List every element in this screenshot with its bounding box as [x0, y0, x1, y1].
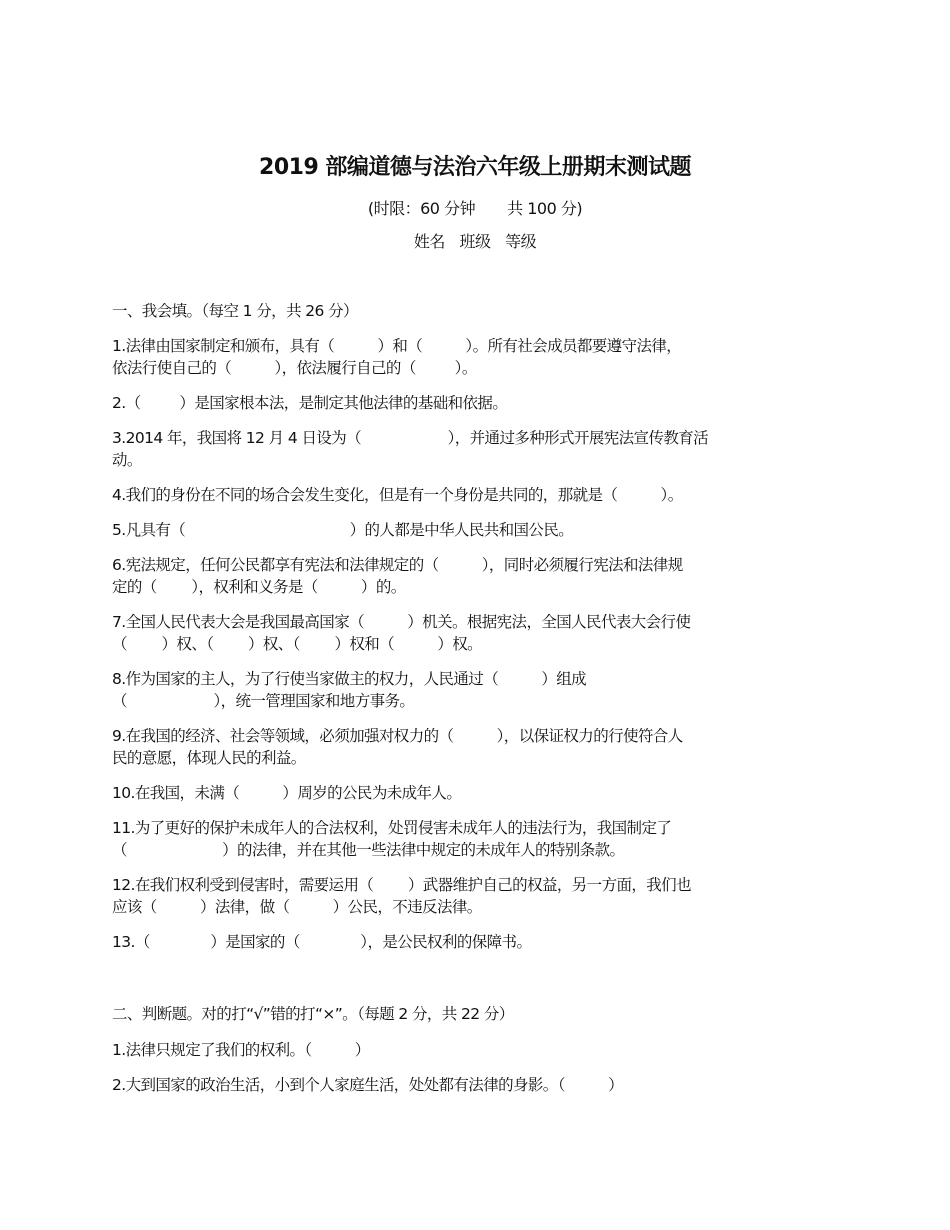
section-1-heading: 一、我会填。（每空 1 分，共 26 分） [112, 302, 358, 320]
section-2-heading: 二、判断题。对的打“√”错的打“×”。（每题 2 分，共 22 分） [112, 1005, 514, 1023]
class-field-label: 班级 [459, 232, 491, 251]
question-7-line-1: 7.全国人民代表大会是我国最高国家（ ）机关。根据宪法，全国人民代表大会行使 [112, 613, 691, 631]
question-8-line-2: （ ），统一管理国家和地方事务。 [112, 692, 415, 710]
question-4: 4.我们的身份在不同的场合会发生变化，但是有一个身份是共同的，那就是（ ）。 [112, 486, 683, 504]
question-6-line-2: 定的（ ），权利和义务是（ ）的。 [112, 578, 406, 596]
question-9-line-2: 民的意愿，体现人民的利益。 [112, 749, 306, 767]
question-11-line-1: 11.为了更好的保护未成年人的合法权利，处罚侵害未成年人的违法行为，我国制定了 [112, 819, 672, 837]
question-12-line-2: 应该（ ）法律，做（ ）公民，不违反法律。 [112, 898, 482, 916]
question-11-line-2: （ ）的法律，并在其他一些法律中规定的未成年人的特别条款。 [112, 841, 625, 859]
question-8-line-1: 8.作为国家的主人，为了行使当家做主的权力，人民通过（ ）组成 [112, 670, 587, 688]
question-1-line-2: 依法行使自己的（ ），依法履行自己的（ ）。 [112, 359, 477, 377]
exam-time-limit: (时限：60 分钟 共 100 分) [367, 199, 583, 218]
question-3-line-2: 动。 [112, 451, 142, 469]
student-info-row [0, 229, 950, 252]
question-5: 5.凡具有（ ）的人都是中华人民共和国公民。 [112, 521, 574, 539]
question-7-line-2: （ ）权、（ ）权、（ ）权和（ ）权。 [112, 635, 483, 653]
judge-question-1: 1.法律只规定了我们的权利。（ ） [112, 1041, 370, 1059]
question-6-line-1: 6.宪法规定，任何公民都享有宪法和法律规定的（ ），同时必须履行宪法和法律规 [112, 556, 683, 574]
question-3-line-1: 3.2014 年，我国将 12 月 4 日设为（ ），并通过多种形式开展宪法宣传教育活 [112, 429, 709, 447]
question-13: 13.（ ）是国家的（ ），是公民权利的保障书。 [112, 933, 532, 951]
name-field-label: 姓名 [413, 232, 445, 251]
judge-question-2: 2.大到国家的政治生活，小到个人家庭生活，处处都有法律的身影。（ ） [112, 1076, 624, 1094]
question-2: 2.（ ）是国家根本法，是制定其他法律的基础和依据。 [112, 394, 508, 412]
question-12-line-1: 12.在我们权利受到侵害时，需要运用（ ）武器维护自己的权益，另一方面，我们也 [112, 876, 691, 894]
grade-field-label: 等级 [505, 232, 537, 251]
question-10: 10.在我国，未满（ ）周岁的公民为未成年人。 [112, 784, 462, 802]
question-9-line-1: 9.在我国的经济、社会等领域，必须加强对权力的（ ），以保证权力的行使符合人 [112, 727, 683, 745]
exam-title: 2019 部编道德与法治六年级上册期末测试题 [259, 155, 691, 180]
question-1-line-1: 1.法律由国家制定和颁布，具有（ ）和（ ）。所有社会成员都要遵守法律， [112, 337, 682, 355]
